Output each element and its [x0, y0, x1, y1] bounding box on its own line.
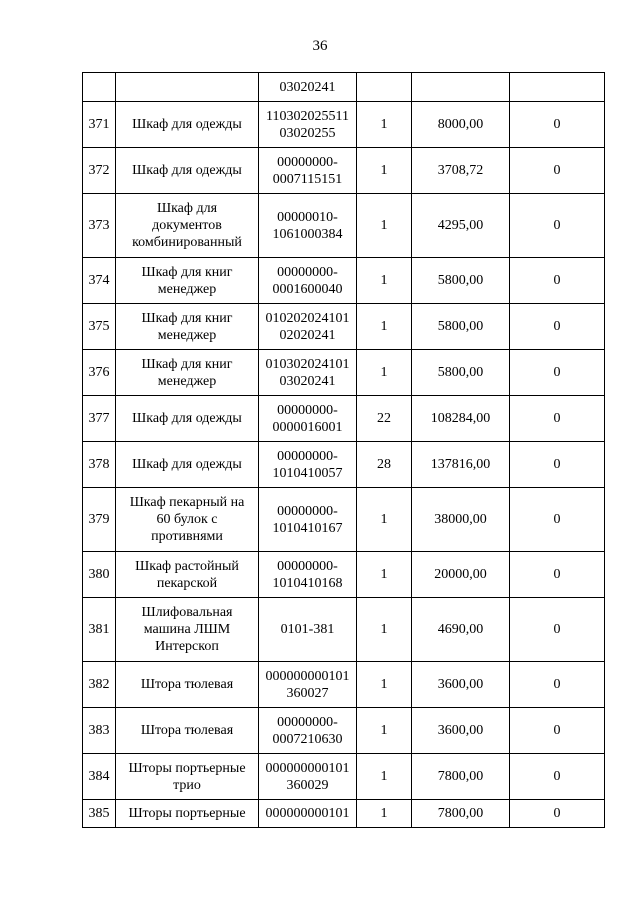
cell-name: Шторы портьерные трио	[116, 754, 259, 800]
cell-price: 4690,00	[412, 598, 510, 662]
cell-name: Шкаф для одежды	[116, 102, 259, 148]
cell-extra: 0	[510, 396, 605, 442]
cell-price: 20000,00	[412, 552, 510, 598]
cell-extra: 0	[510, 148, 605, 194]
table-row	[83, 552, 605, 598]
table-row	[83, 73, 605, 102]
cell-qty: 1	[357, 102, 412, 148]
cell-extra: 0	[510, 194, 605, 258]
table-row	[83, 488, 605, 552]
cell-qty: 1	[357, 488, 412, 552]
cell-code: 110302025511 03020255	[259, 102, 357, 148]
cell-extra: 0	[510, 662, 605, 708]
cell-name: Шкаф для книг менеджер	[116, 304, 259, 350]
cell-num: 381	[83, 598, 116, 662]
cell-extra: 0	[510, 304, 605, 350]
table-row	[83, 662, 605, 708]
cell-num: 371	[83, 102, 116, 148]
cell-code: 000000000101 360027	[259, 662, 357, 708]
cell-name: Шкаф растойный пекарской	[116, 552, 259, 598]
cell-price: 38000,00	[412, 488, 510, 552]
cell-code: 010202024101 02020241	[259, 304, 357, 350]
table-row	[83, 148, 605, 194]
cell-num: 383	[83, 708, 116, 754]
cell-qty: 1	[357, 552, 412, 598]
cell-name: Шкаф для документов комбинированный	[116, 194, 259, 258]
cell-price: 5800,00	[412, 304, 510, 350]
cell-name: Шкаф для книг менеджер	[116, 350, 259, 396]
cell-qty: 1	[357, 662, 412, 708]
cell-name: Штора тюлевая	[116, 662, 259, 708]
cell-num: 384	[83, 754, 116, 800]
cell-code: 00000000- 1010410167	[259, 488, 357, 552]
cell-extra: 0	[510, 488, 605, 552]
cell-code: 0101-381	[259, 598, 357, 662]
cell-qty: 1	[357, 598, 412, 662]
cell-code: 00000000- 0007115151	[259, 148, 357, 194]
cell-name: Шкаф для одежды	[116, 148, 259, 194]
cell-code: 00000000- 0001600040	[259, 258, 357, 304]
cell-price	[412, 73, 510, 102]
cell-num	[83, 73, 116, 102]
cell-price: 5800,00	[412, 350, 510, 396]
cell-price: 5800,00	[412, 258, 510, 304]
cell-code: 03020241	[259, 73, 357, 102]
table-row	[83, 442, 605, 488]
table-row	[83, 350, 605, 396]
cell-code: 00000000- 0007210630	[259, 708, 357, 754]
cell-qty: 1	[357, 304, 412, 350]
cell-qty: 1	[357, 350, 412, 396]
cell-num: 385	[83, 800, 116, 828]
cell-num: 375	[83, 304, 116, 350]
cell-qty: 1	[357, 754, 412, 800]
cell-price: 7800,00	[412, 800, 510, 828]
cell-price: 4295,00	[412, 194, 510, 258]
cell-price: 137816,00	[412, 442, 510, 488]
cell-qty: 28	[357, 442, 412, 488]
cell-code: 000000000101 360029	[259, 754, 357, 800]
table-row	[83, 194, 605, 258]
cell-extra: 0	[510, 598, 605, 662]
cell-extra: 0	[510, 708, 605, 754]
cell-code: 00000010- 1061000384	[259, 194, 357, 258]
cell-name: Шкаф для книг менеджер	[116, 258, 259, 304]
cell-name: Шкаф для одежды	[116, 396, 259, 442]
cell-extra: 0	[510, 102, 605, 148]
cell-extra: 0	[510, 350, 605, 396]
cell-price: 8000,00	[412, 102, 510, 148]
cell-price: 3600,00	[412, 708, 510, 754]
inventory-table	[82, 72, 605, 828]
table-row	[83, 708, 605, 754]
cell-qty: 1	[357, 194, 412, 258]
cell-price: 3600,00	[412, 662, 510, 708]
cell-name: Шкаф пекарный на 60 булок с противнями	[116, 488, 259, 552]
cell-extra: 0	[510, 754, 605, 800]
cell-qty: 1	[357, 148, 412, 194]
table-row	[83, 800, 605, 828]
cell-code: 00000000- 1010410057	[259, 442, 357, 488]
cell-code: 000000000101	[259, 800, 357, 828]
cell-qty	[357, 73, 412, 102]
page-number: 36	[312, 38, 328, 54]
cell-name: Шторы портьерные	[116, 800, 259, 828]
cell-name: Штора тюлевая	[116, 708, 259, 754]
cell-num: 378	[83, 442, 116, 488]
cell-num: 379	[83, 488, 116, 552]
cell-price: 108284,00	[412, 396, 510, 442]
cell-qty: 1	[357, 258, 412, 304]
table-row	[83, 754, 605, 800]
cell-extra: 0	[510, 552, 605, 598]
cell-num: 377	[83, 396, 116, 442]
cell-qty: 1	[357, 708, 412, 754]
table-row	[83, 102, 605, 148]
table-row	[83, 258, 605, 304]
cell-num: 382	[83, 662, 116, 708]
cell-extra: 0	[510, 800, 605, 828]
cell-num: 373	[83, 194, 116, 258]
cell-num: 374	[83, 258, 116, 304]
cell-num: 376	[83, 350, 116, 396]
cell-qty: 1	[357, 800, 412, 828]
cell-extra: 0	[510, 258, 605, 304]
cell-num: 380	[83, 552, 116, 598]
cell-extra	[510, 73, 605, 102]
cell-extra: 0	[510, 442, 605, 488]
cell-name: Шлифовальная машина ЛШМ Интерскоп	[116, 598, 259, 662]
cell-name: Шкаф для одежды	[116, 442, 259, 488]
table-row	[83, 304, 605, 350]
cell-qty: 22	[357, 396, 412, 442]
table-row	[83, 598, 605, 662]
cell-code: 00000000- 1010410168	[259, 552, 357, 598]
cell-num: 372	[83, 148, 116, 194]
cell-price: 7800,00	[412, 754, 510, 800]
table-row	[83, 396, 605, 442]
cell-code: 00000000- 0000016001	[259, 396, 357, 442]
cell-price: 3708,72	[412, 148, 510, 194]
cell-name	[116, 73, 259, 102]
cell-code: 010302024101 03020241	[259, 350, 357, 396]
